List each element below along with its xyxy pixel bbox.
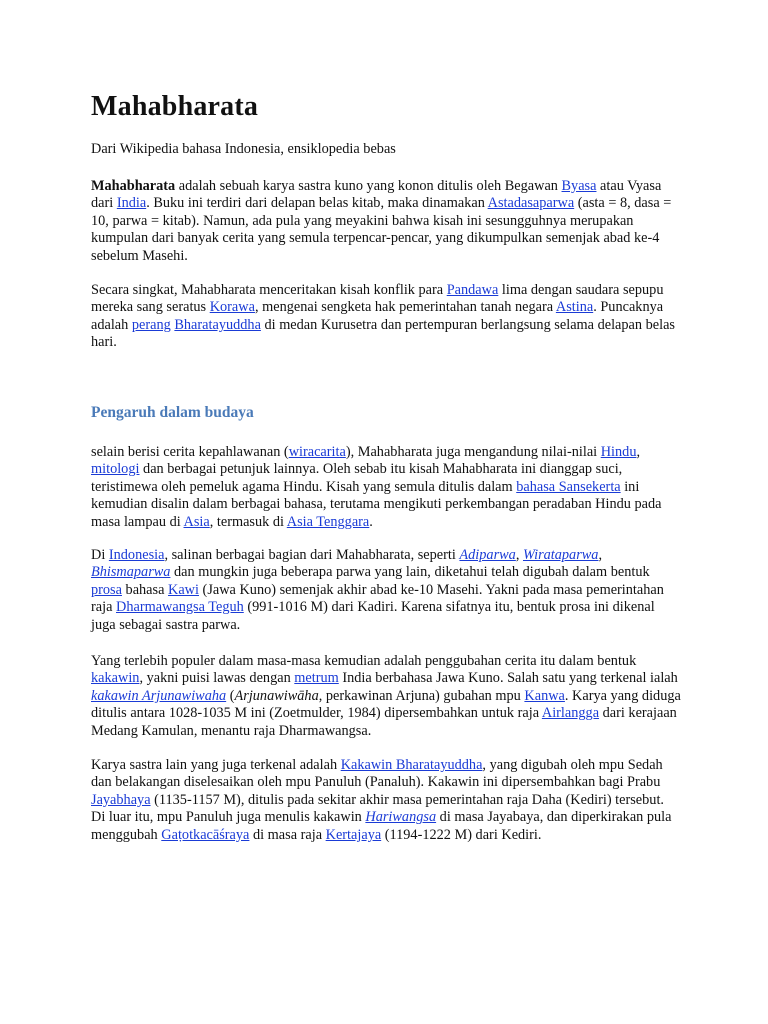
culture-paragraph-4: Karya sastra lain yang juga terkenal adalah Kakawin Bharatayuddha, yang digubah oleh mpu Sedah dan belakangan diselesaikan oleh mpu Panuluh (Panaluh). Kakawin ini dipersembahkan bagi Prabu Jayabhaya (1135-1157 M), ditulis pada sekitar akhir masa pemerintahan raja Daha (Kediri) tersebut. Di luar itu, mpu Panuluh juga menulis kakawin Hariwangsa di masa Jayabaya, dan diperkirakan pula menggubah Gaṭotkacāśraya di masa raja Kertajaya (1194-1222 M) dari Kediri. [91, 757, 672, 843]
link-astadasaparwa[interactable]: Astadasaparwa [487, 195, 575, 212]
link-bahasa-sansekerta[interactable]: bahasa Sansekerta [516, 478, 621, 495]
culture-paragraph-3: Yang terlebih populer dalam masa-masa kemudian adalah penggubahan cerita itu dalam bentuk kakawin, yakni puisi lawas dengan metrum India berbahasa Jawa Kuno. Salah satu yang terkenal ialah kakawin Arjunawiwaha (Arjunawiwāha, perkawinan Arjuna) gubahan mpu Kanwa. Karya yang diduga ditulis antara 1028-1035 M ini (Zoetmulder, 1984) dipersembahkan untuk raja Airlangga dari kerajaan Medang Kamulan, menantu raja Dharmawangsa. [91, 653, 681, 739]
link-bhismaparwa[interactable]: Bhismaparwa [91, 564, 171, 581]
link-bharatayuddha[interactable]: Bharatayuddha [174, 316, 261, 333]
link-kanwa[interactable]: Kanwa [524, 687, 565, 704]
link-astina[interactable]: Astina [555, 299, 594, 316]
link-kertajaya[interactable]: Kertajaya [325, 826, 382, 843]
intro-paragraph: Mahabharata adalah sebuah karya sastra kuno yang konon ditulis oleh Begawan Byasa atau Vyasa dari India. Buku ini terdiri dari delapan belas kitab, maka dinamakan Astadasaparwa (asta = 8, dasa = 10, parwa = kitab). Namun, ada pula yang meyakini bahwa kisah ini sesungguhnya merupakan kumpulan dari banyak cerita yang semula terpencar-pencar, yang dikumpulkan semenjak abad ke-4 sebelum Masehi. [91, 178, 672, 264]
link-hariwangsa[interactable]: Hariwangsa [365, 809, 437, 826]
link-pandawa[interactable]: Pandawa [446, 282, 499, 298]
link-byasa[interactable]: Byasa [561, 178, 597, 194]
culture-paragraph-2: Di Indonesia, salinan berbagai bagian dari Mahabharata, seperti Adiparwa, Wirataparwa, Bhismaparwa dan mungkin juga beberapa parwa yang lain, diketahui telah digubah dalam bentuk prosa bahasa Kawi (Jawa Kuno) semenjak akhir abad ke-10 Masehi. Yakni pada masa pemerintahan raja Dharmawangsa Teguh (991-1016 M) dari Kadiri. Karena sifatnya itu, bentuk prosa ini dikenal juga sebagai sastra parwa. [91, 547, 664, 633]
link-india[interactable]: India [116, 195, 147, 212]
link-prosa[interactable]: prosa [91, 581, 122, 598]
summary-paragraph: Secara singkat, Mahabharata menceritakan kisah konflik para Pandawa lima dengan saudara sepupu mereka sang seratus Korawa, mengenai sengketa hak pemerintahan tanah negara Astina. Puncaknya adalah perang Bharatayuddha di medan Kurusetra dan pertempuran berlangsung selama delapan belas hari. [91, 282, 675, 351]
link-wiracarita[interactable]: wiracarita [288, 444, 346, 460]
term-mahabharata: Mahabharata [91, 178, 176, 194]
link-hindu[interactable]: Hindu [600, 444, 637, 460]
link-wirataparwa[interactable]: Wirataparwa [522, 547, 599, 563]
link-indonesia[interactable]: Indonesia [108, 547, 165, 563]
link-airlangga[interactable]: Airlangga [541, 705, 600, 722]
link-adiparwa[interactable]: Adiparwa [459, 547, 516, 563]
page-subtitle: Dari Wikipedia bahasa Indonesia, ensiklopedia bebas [91, 141, 396, 157]
section-heading: Pengaruh dalam budaya [91, 404, 254, 421]
link-kakawin-arjunawiwaha[interactable]: kakawin Arjunawiwaha [91, 687, 227, 704]
link-kakawin-bharatayuddha[interactable]: Kakawin Bharatayuddha [340, 757, 483, 773]
link-metrum[interactable]: metrum [294, 670, 339, 687]
link-jayabhaya[interactable]: Jayabhaya [91, 791, 151, 808]
link-mitologi[interactable]: mitologi [91, 461, 140, 478]
culture-paragraph-1: selain berisi cerita kepahlawanan (wiracarita), Mahabharata juga mengandung nilai-nilai Hindu, mitologi dan berbagai petunjuk lainnya. Oleh sebab itu kisah Mahabharata ini dianggap suci, teristimewa oleh pemeluk agama Hindu. Kisah yang semula ditulis dalam bahasa Sansekerta ini kemudian disalin dalam berbagai bahasa, terutama mengikuti perkembangan peradaban Hindu pada masa lampau di Asia, termasuk di Asia Tenggara. [91, 444, 662, 530]
link-asia[interactable]: Asia [183, 513, 210, 530]
page-title: Mahabharata [91, 91, 259, 122]
link-perang[interactable]: perang [131, 316, 171, 333]
link-asia-tenggara[interactable]: Asia Tenggara [286, 513, 370, 530]
link-kakawin[interactable]: kakawin [91, 670, 140, 687]
term-arjunawiwaha: Arjunawiwāha [234, 687, 319, 704]
link-korawa[interactable]: Korawa [209, 299, 255, 316]
link-kawi[interactable]: Kawi [168, 581, 199, 598]
link-dharmawangsa-teguh[interactable]: Dharmawangsa Teguh [116, 599, 244, 616]
link-gatotkacasraya[interactable]: Gaṭotkacāśraya [161, 826, 250, 843]
